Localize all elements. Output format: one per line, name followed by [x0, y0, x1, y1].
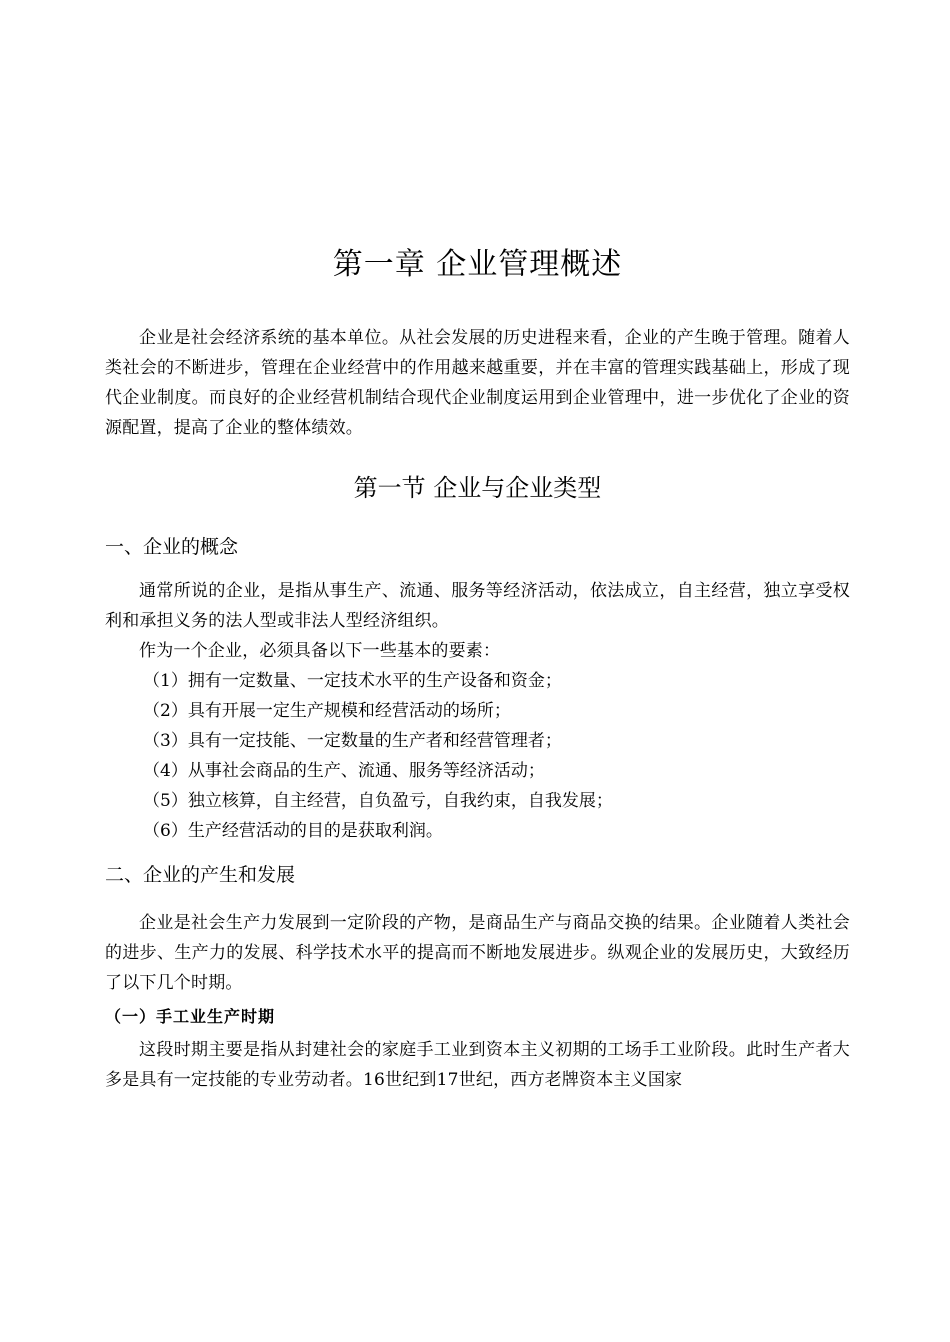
section-title: 第一节 企业与企业类型: [353, 474, 602, 502]
chapter-intro-paragraph: 企业是社会经济系统的基本单位。从社会发展的历史进程来看，企业的产生晚于管理。随着人类社会的不断进步，管理在企业经营中的作用越来越重要，并在丰富的管理实践基础上，形成了现代企业制度。而良好的企业经营机制结合现代企业制度运用到企业管理中，进一步优化了企业的资源配置，提高了企业的整体绩效。: [105, 328, 850, 438]
origin-paragraph: 企业是社会生产力发展到一定阶段的产物，是商品生产与商品交换的结果。企业随着人类社会的进步、生产力的发展、科学技术水平的提高而不断地发展进步。纵观企业的发展历史，大致经历了以下几个时期。: [105, 913, 850, 993]
requirements-intro-paragraph: 作为一个企业，必须具备以下一些基本的要素：: [139, 641, 501, 661]
requirement-item-3: （3）具有一定技能、一定数量的生产者和经营管理者；: [143, 731, 562, 751]
requirement-item-5: （5）独立核算，自主经营，自负盈亏，自我约束，自我发展；: [143, 791, 613, 811]
requirement-item-6: （6）生产经营活动的目的是获取利润。: [143, 821, 443, 841]
requirement-item-2: （2）具有开展一定生产规模和经营活动的场所；: [143, 701, 511, 721]
requirement-item-1: （1）拥有一定数量、一定技术水平的生产设备和资金；: [143, 671, 562, 691]
chapter-title: 第一章 企业管理概述: [332, 247, 623, 282]
concept-definition-paragraph: 通常所说的企业，是指从事生产、流通、服务等经济活动，依法成立，自主经营，独立享受权利和承担义务的法人型或非法人型经济组织。: [105, 581, 850, 631]
heading-enterprise-concept: 一、企业的概念: [105, 536, 239, 558]
handicraft-period-paragraph: 这段时期主要是指从封建社会的家庭手工业到资本主义初期的工场手工业阶段。此时生产者大多是具有一定技能的专业劳动者。16世纪到17世纪，西方老牌资本主义国家: [105, 1040, 850, 1090]
heading-handicraft-period: （一）手工业生产时期: [105, 1007, 276, 1026]
requirement-item-4: （4）从事社会商品的生产、流通、服务等经济活动；: [143, 761, 545, 781]
heading-enterprise-origin: 二、企业的产生和发展: [105, 864, 296, 886]
page-content: [105, 240, 850, 1095]
